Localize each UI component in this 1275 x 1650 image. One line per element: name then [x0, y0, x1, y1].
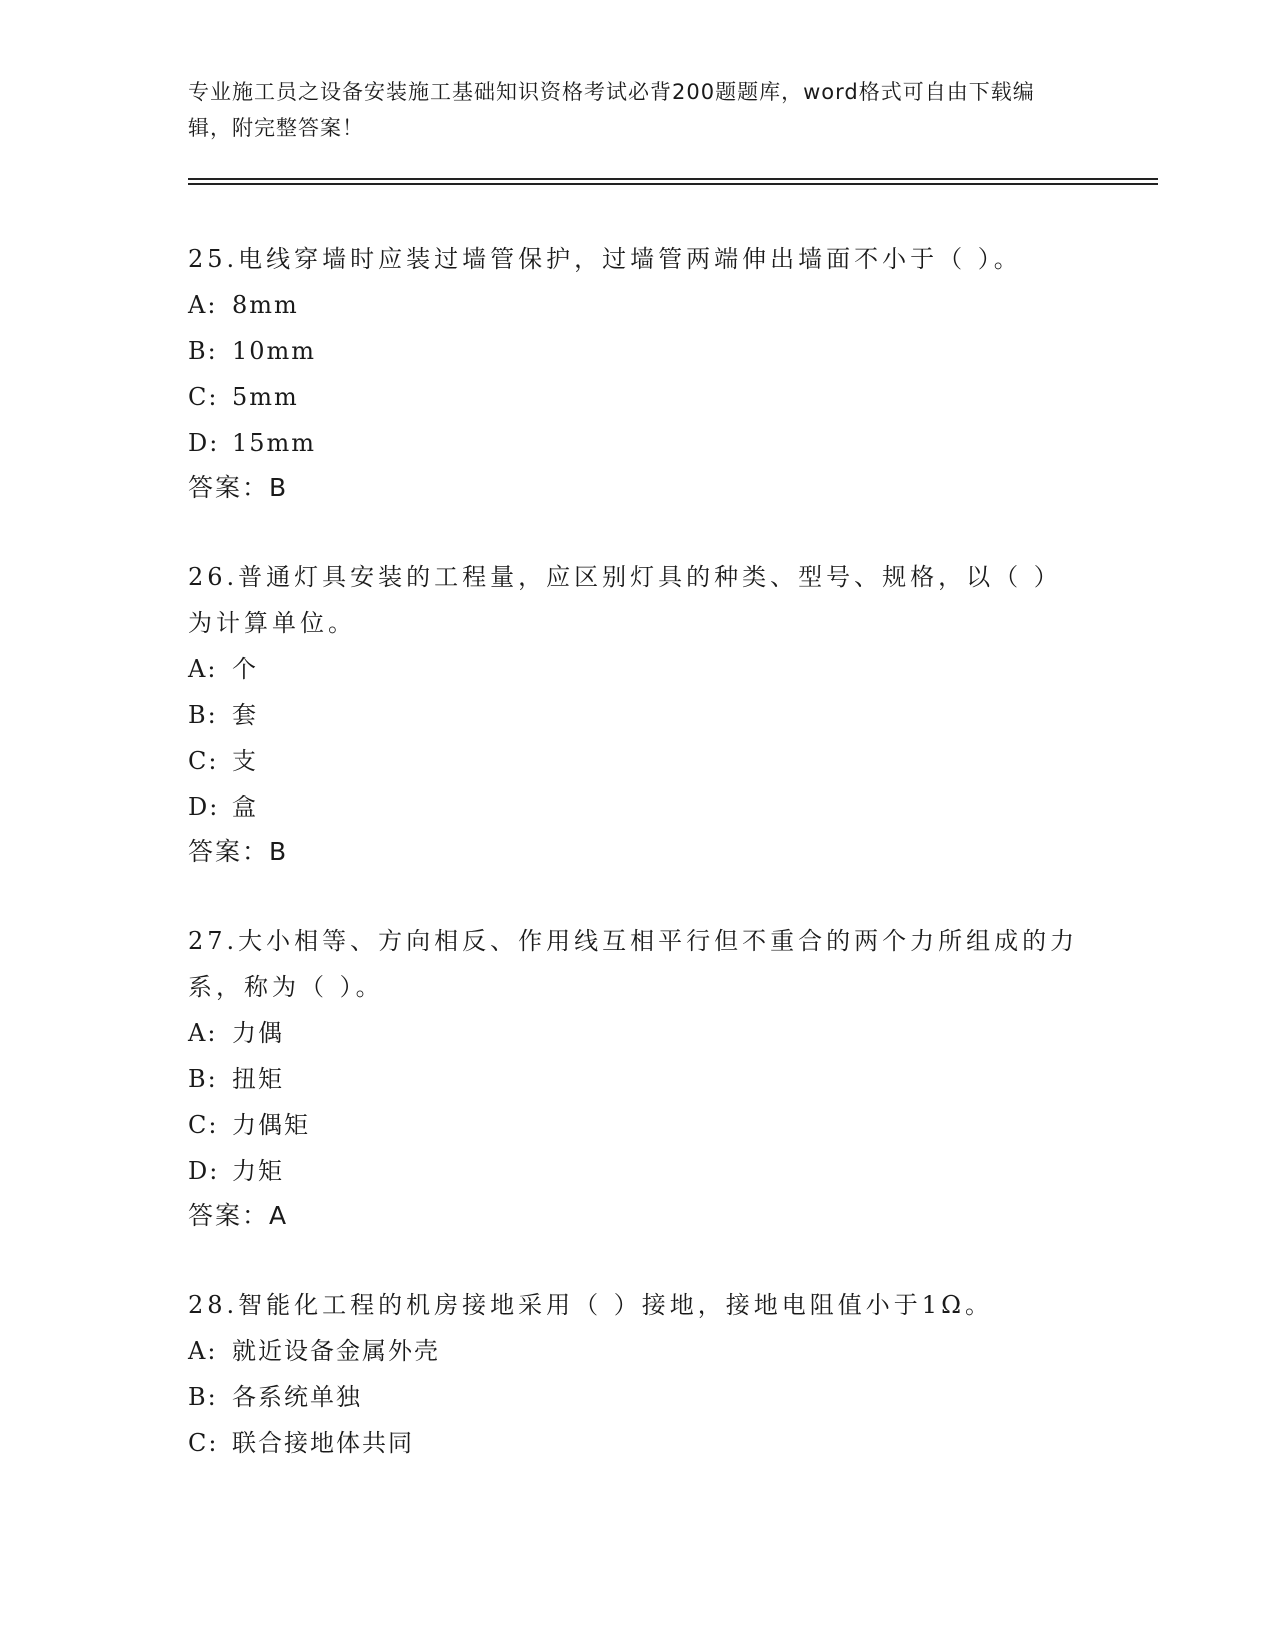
option-a — [188, 282, 1088, 328]
question-25 — [188, 236, 1088, 510]
option-letter: A: — [188, 291, 218, 319]
option-b — [188, 1374, 1088, 1420]
option-text: 套 — [232, 701, 258, 729]
option-text: 扭矩 — [232, 1065, 284, 1093]
option-text: 15mm — [232, 429, 317, 457]
option-c — [188, 1102, 1088, 1148]
question-26 — [188, 554, 1088, 874]
option-text: 5mm — [232, 383, 299, 411]
option-b — [188, 692, 1088, 738]
option-letter: B: — [188, 1065, 218, 1093]
header-divider-bottom — [188, 183, 1158, 185]
option-letter: C: — [188, 747, 219, 775]
question-text: 28.智能化工程的机房接地采用（ ）接地，接地电阻值小于1Ω。 — [188, 1291, 993, 1319]
option-a — [188, 1328, 1088, 1374]
option-letter: A: — [188, 655, 218, 683]
option-letter: B: — [188, 337, 218, 365]
option-text: 就近设备金属外壳 — [232, 1337, 440, 1365]
option-text: 力矩 — [232, 1157, 284, 1185]
option-c — [188, 1420, 1088, 1466]
option-letter: D: — [188, 793, 220, 821]
question-list — [188, 236, 1088, 1510]
option-letter: C: — [188, 1429, 219, 1457]
option-a — [188, 1010, 1088, 1056]
option-text: 联合接地体共同 — [232, 1429, 414, 1457]
option-d — [188, 784, 1088, 830]
option-letter: A: — [188, 1337, 218, 1365]
header-divider-top — [188, 178, 1158, 180]
option-c — [188, 374, 1088, 420]
question-text: 27.大小相等、方向相反、作用线互相平行但不重合的两个力所组成的力系，称为（ ）。 — [188, 927, 1079, 1001]
option-d — [188, 1148, 1088, 1194]
question-28 — [188, 1282, 1088, 1466]
option-letter: A: — [188, 1019, 218, 1047]
question-text: 25.电线穿墙时应装过墙管保护，过墙管两端伸出墙面不小于（ ）。 — [188, 245, 1022, 273]
option-letter: D: — [188, 429, 220, 457]
option-letter: B: — [188, 701, 218, 729]
answer-text: 答案：A — [188, 1201, 289, 1230]
option-text: 各系统单独 — [232, 1383, 362, 1411]
option-b — [188, 1056, 1088, 1102]
option-letter: D: — [188, 1157, 220, 1185]
option-text: 力偶 — [232, 1019, 284, 1047]
document-header: 专业施工员之设备安装施工基础知识资格考试必背200题题库，word格式可自由下载编辑，附完整答案！ — [188, 80, 1035, 140]
option-b — [188, 328, 1088, 374]
answer-text: 答案：B — [188, 473, 289, 502]
option-letter: C: — [188, 383, 219, 411]
answer-text: 答案：B — [188, 837, 289, 866]
option-letter: C: — [188, 1111, 219, 1139]
option-text: 支 — [232, 747, 258, 775]
option-d — [188, 420, 1088, 466]
option-text: 盒 — [232, 793, 258, 821]
option-text: 力偶矩 — [232, 1111, 310, 1139]
option-c — [188, 738, 1088, 784]
option-text: 10mm — [232, 337, 317, 365]
question-27 — [188, 918, 1088, 1238]
option-a — [188, 646, 1088, 692]
option-text: 个 — [232, 655, 258, 683]
option-text: 8mm — [232, 291, 299, 319]
option-letter: B: — [188, 1383, 218, 1411]
question-text: 26.普通灯具安装的工程量，应区别灯具的种类、型号、规格，以（ ）为计算单位。 — [188, 563, 1062, 637]
